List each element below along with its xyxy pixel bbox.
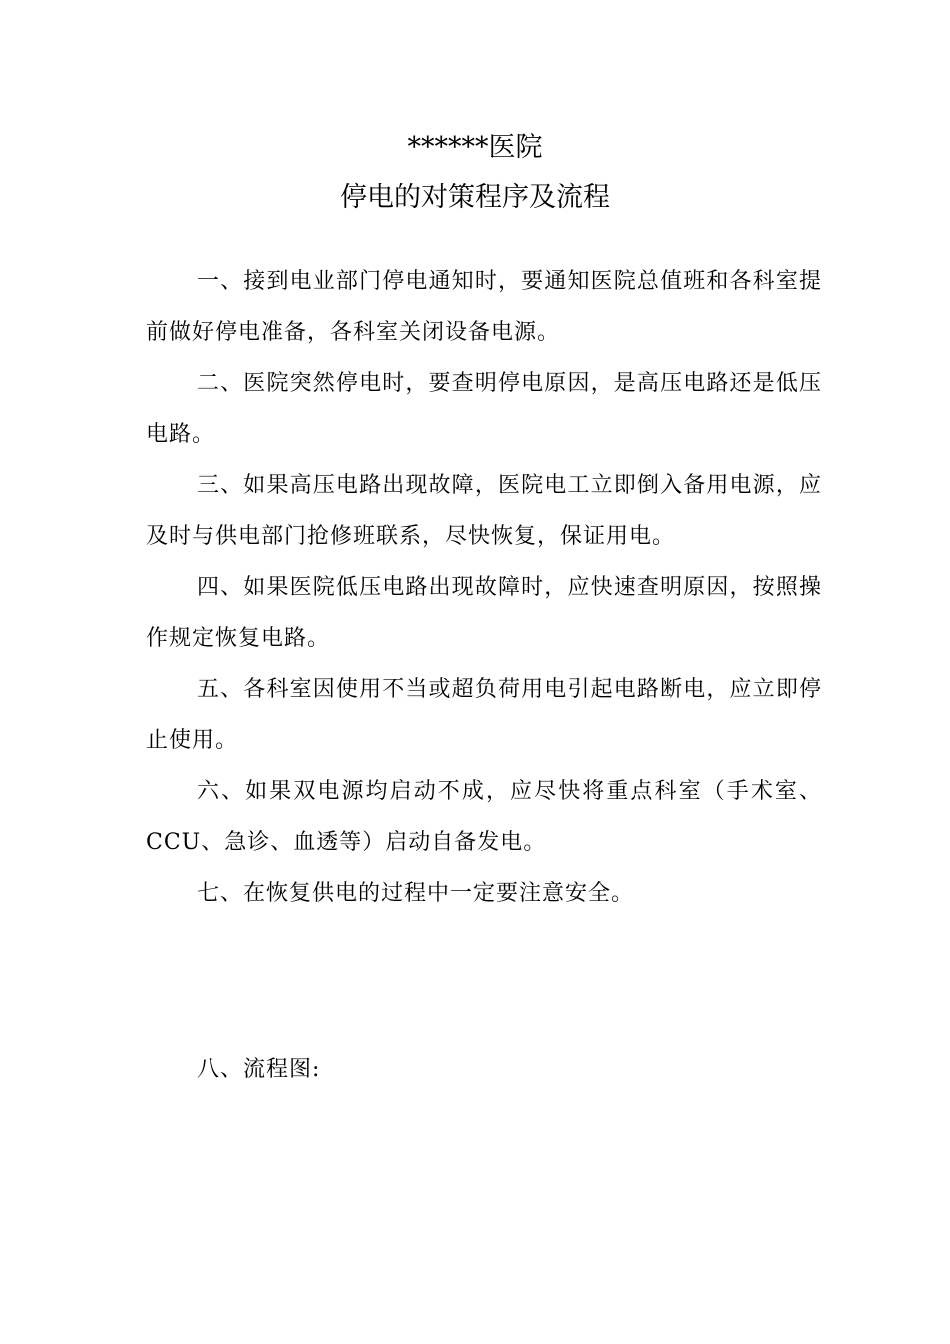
document-title: 停电的对策程序及流程 [340,182,610,213]
paragraph-3: 三、如果高压电路出现故障，医院电工立即倒入备用电源，应及时与供电部门抢修班联系，尽快恢复，保证用电。 [146,473,822,549]
paragraph-6: 六、如果双电源均启动不成，应尽快将重点科室（手术室、CCU、急诊、血透等）启动自备发电。 [146,779,822,855]
document-body [146,256,822,919]
paragraph-2: 二、医院突然停电时，要查明停电原因，是高压电路还是低压电路。 [146,371,822,447]
paragraph-4: 四、如果医院低压电路出现故障时，应快速查明原因，按照操作规定恢复电路。 [146,575,822,651]
flowchart-label: 八、流程图: [197,1057,321,1082]
paragraph-5: 五、各科室因使用不当或超负荷用电引起电路断电，应立即停止使用。 [146,677,822,753]
hospital-name-title: ******医院 [407,132,543,163]
paragraph-1: 一、接到电业部门停电通知时，要通知医院总值班和各科室提前做好停电准备，各科室关闭设备电源。 [146,269,822,345]
paragraph-7: 七、在恢复供电的过程中一定要注意安全。 [197,881,635,906]
